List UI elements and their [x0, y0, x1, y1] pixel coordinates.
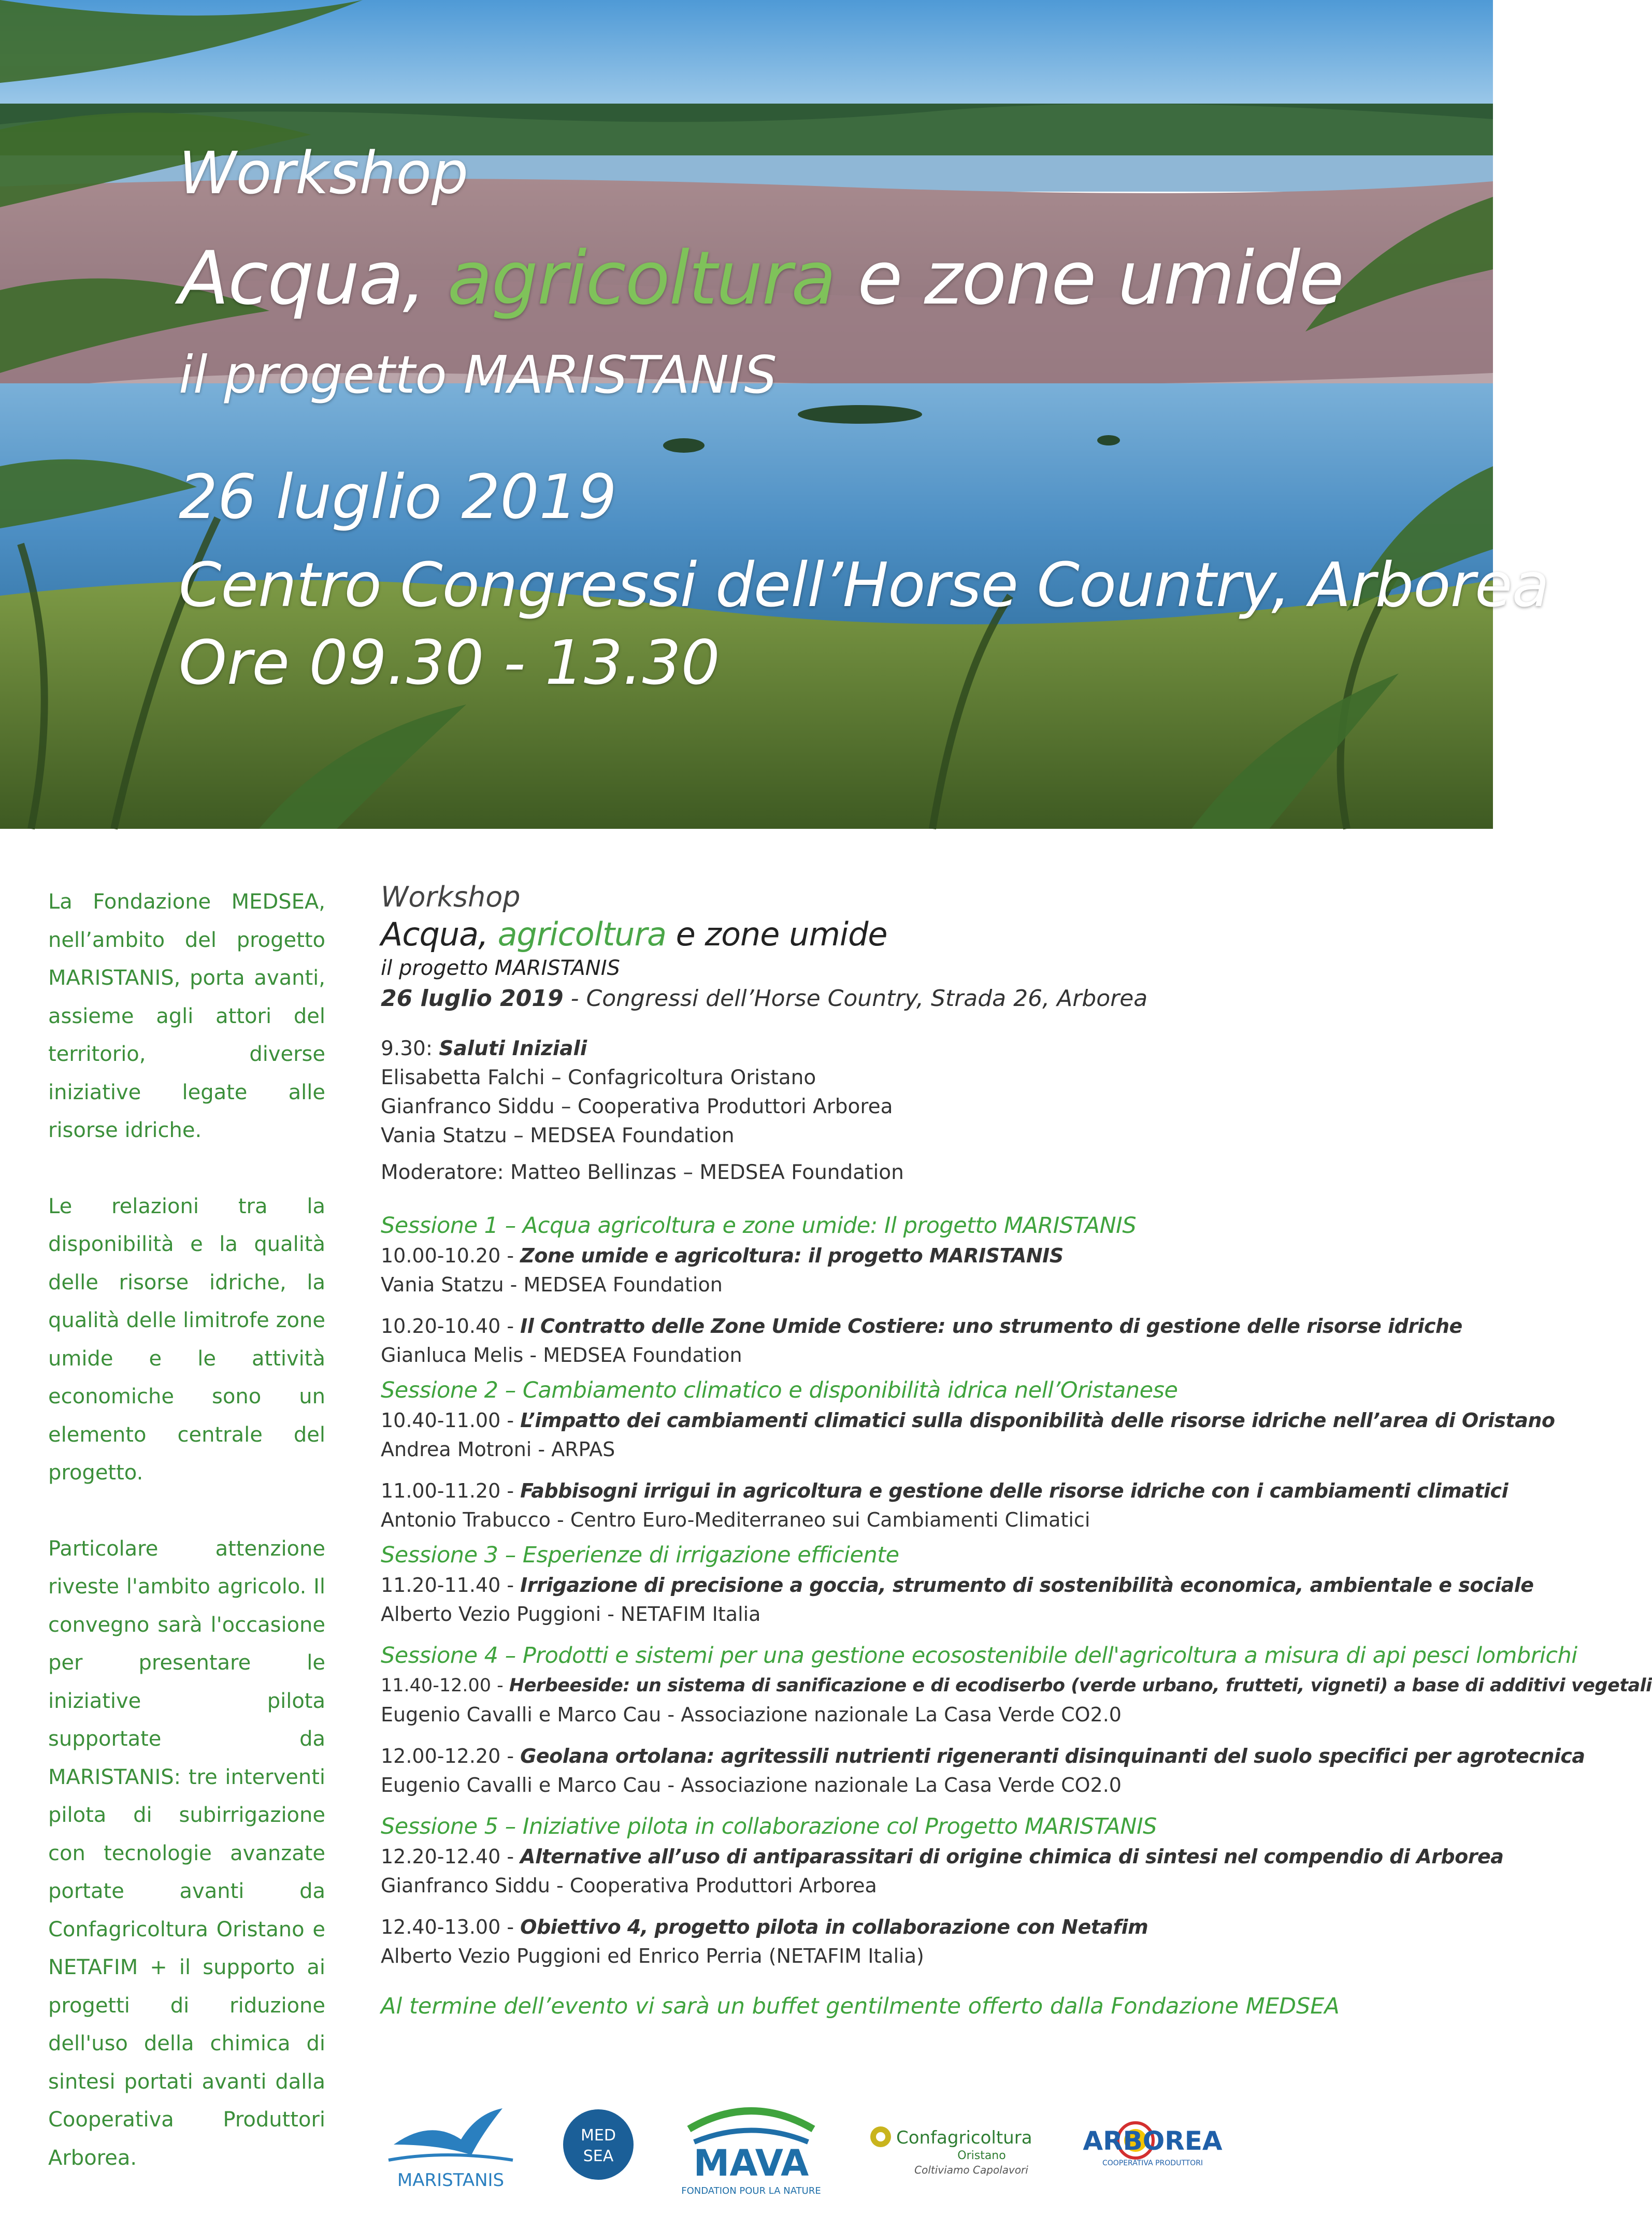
talk-speaker: Gianluca Melis - MEDSEA Foundation	[381, 1344, 742, 1367]
talk-heading	[381, 1742, 1585, 1771]
hero-title-green: agricoltura	[447, 236, 836, 321]
moderator: Moderatore: Matteo Bellinzas – MEDSEA Foundation	[381, 1161, 904, 1184]
talk-speaker: Andrea Motroni - ARPAS	[381, 1438, 615, 1461]
arborea-logo	[1078, 2098, 1228, 2202]
talk-time: 10.20-10.40 -	[381, 1315, 521, 1338]
program-title-part1: Acqua,	[381, 915, 498, 953]
hero-title	[179, 236, 1343, 321]
mava-logo-subtext: FONDATION POUR LA NATURE	[681, 2185, 821, 2196]
mava-logo	[679, 2098, 824, 2202]
talk-title: Alternative all’uso di antiparassitari di origine chimica di sintesi nel compendio di Arborea	[520, 1845, 1504, 1868]
talk-heading	[381, 1842, 1504, 1871]
talk-speaker: Vania Statzu - MEDSEA Foundation	[381, 1273, 723, 1296]
arborea-logo-subtext: COOPERATIVA PRODUTTORI	[1102, 2159, 1203, 2167]
talk-time: 12.00-12.20 -	[381, 1745, 521, 1767]
sponsor-logos	[383, 2098, 1471, 2202]
talk-title: Obiettivo 4, progetto pilota in collaborazione con Netafim	[520, 1916, 1148, 1938]
hero-workshop-label: Workshop	[179, 140, 469, 207]
talk-time: 11.00-11.20 -	[381, 1479, 521, 1502]
talk	[381, 1912, 1474, 1971]
medsea-logo	[562, 2098, 635, 2202]
talk-title: Fabbisogni irrigui in agricoltura e gestione delle risorse idriche con i cambiamenti climatici	[520, 1479, 1509, 1502]
hero-hours: Ore 09.30 - 13.30	[179, 627, 720, 698]
talk-time: 12.40-13.00 -	[381, 1916, 521, 1938]
talk-speaker: Antonio Trabucco - Centro Euro-Mediterraneo sui Cambiamenti Climatici	[381, 1508, 1090, 1531]
maristanis-logo-text: MARISTANIS	[397, 2170, 505, 2191]
talk-title: Zone umide e agricoltura: il progetto MARISTANIS	[520, 1244, 1064, 1267]
medsea-logo-bottom: SEA	[583, 2147, 614, 2165]
session-title: Sessione 4 – Prodotti e sistemi per una gestione ecosostenibile dell'agricoltura a misura di api pesci lombrichi	[381, 1643, 1577, 1669]
talk-heading	[381, 1671, 1652, 1700]
intro-paragraph: Particolare attenzione riveste l'ambito agricolo. Il convegno sarà l'occasione per presentare le iniziative pilota supportate da MARISTANIS: tre interventi pilota di subirrigazione con tecnologie avanzate portate avanti da Confagricoltura Oristano e NETAFIM + il supporto ai progetti di riduzione dell'uso della chimica di sintesi portati avanti dalla Cooperativa Produttori Arborea.	[48, 1536, 325, 2170]
program-title	[381, 915, 1474, 953]
program-workshop-label: Workshop	[381, 881, 521, 913]
mava-logo-text: MAVA	[693, 2142, 809, 2184]
talk	[381, 1571, 1534, 1629]
talk	[381, 1842, 1504, 1900]
intro-column	[48, 883, 325, 2215]
program-venue: - Congressi dell’Horse Country, Strada 26, Arborea	[563, 985, 1148, 1012]
talk	[381, 1476, 1509, 1534]
talk	[381, 1241, 1474, 1299]
talk	[381, 1671, 1652, 1729]
medsea-logo-top: MED	[581, 2126, 616, 2145]
talk	[381, 1312, 1474, 1370]
session-title: Sessione 3 – Esperienze di irrigazione efficiente	[381, 1542, 899, 1568]
talk-speaker: Eugenio Cavalli e Marco Cau - Associazione nazionale La Casa Verde CO2.0	[381, 1703, 1122, 1726]
talk-time: 12.20-12.40 -	[381, 1845, 521, 1868]
talk-heading	[381, 1241, 1474, 1270]
opening-line	[381, 1034, 1474, 1063]
intro-paragraph: La Fondazione MEDSEA, nell’ambito del progetto MARISTANIS, porta avanti, assieme agli attori del territorio, diverse iniziative legate alle risorse idriche.	[48, 890, 325, 1142]
opening-time: 9.30:	[381, 1037, 439, 1060]
session-title: Sessione 5 – Iniziative pilota in collaborazione col Progetto MARISTANIS	[381, 1814, 1157, 1839]
hero-venue: Centro Congressi dell’Horse Country, Arborea	[179, 549, 1549, 621]
closing-note: Al termine dell’evento vi sarà un buffet gentilmente offerto dalla Fondazione MEDSEA	[381, 1993, 1340, 2019]
program-date-venue	[381, 985, 1474, 1012]
talk-speaker: Alberto Vezio Puggioni ed Enrico Perria (NETAFIM Italia)	[381, 1945, 924, 1967]
arborea-logo-text: ARBOREA	[1083, 2126, 1223, 2156]
confagricoltura-tagline: Coltiviamo Capolavori	[914, 2164, 1028, 2176]
confagricoltura-city: Oristano	[957, 2149, 1006, 2162]
talk-time: 11.40-12.00 -	[381, 1675, 509, 1696]
hero-title-part2: e zone umide	[835, 236, 1343, 321]
wetland-photo	[0, 0, 1493, 829]
hero-title-part1: Acqua,	[179, 236, 448, 321]
talk-speaker: Alberto Vezio Puggioni - NETAFIM Italia	[381, 1603, 761, 1626]
confagricoltura-logo	[865, 2098, 1031, 2202]
talk-speaker: Gianfranco Siddu - Cooperativa Produttori Arborea	[381, 1874, 877, 1897]
session-title: Sessione 1 – Acqua agricoltura e zone umide: Il progetto MARISTANIS	[381, 1213, 1137, 1239]
talk-heading	[381, 1571, 1534, 1600]
talk-time: 10.40-11.00 -	[381, 1409, 521, 1432]
talk-title: Irrigazione di precisione a goccia, strumento di sostenibilità economica, ambientale e sociale	[520, 1574, 1534, 1597]
talk-heading	[381, 1476, 1509, 1505]
maristanis-logo	[383, 2098, 518, 2202]
intro-paragraph: Le relazioni tra la disponibilità e la qualità delle risorse idriche, la qualità delle limitrofe zone umide e le attività economiche sono un elemento centrale del progetto.	[48, 1194, 325, 1485]
session-title: Sessione 2 – Cambiamento climatico e disponibilità idrica nell’Oristanese	[381, 1377, 1178, 1403]
program-title-green: agricoltura	[497, 915, 666, 953]
talk-time: 10.00-10.20 -	[381, 1244, 521, 1267]
opening-speaker: Gianfranco Siddu – Cooperativa Produttori Arborea	[381, 1095, 893, 1118]
hero-date: 26 luglio 2019	[179, 461, 617, 533]
talk-title: L’impatto dei cambiamenti climatici sulla disponibilità delle risorse idriche nell’area di Oristano	[520, 1409, 1555, 1432]
program	[381, 881, 1652, 2019]
confagricoltura-name: Confagricoltura	[896, 2127, 1032, 2148]
talk-heading	[381, 1406, 1555, 1435]
talk-heading	[381, 1912, 1474, 1942]
talk-title: Il Contratto delle Zone Umide Costiere: uno strumento di gestione delle risorse idriche	[520, 1315, 1462, 1338]
opening-block	[381, 1034, 1474, 1151]
talk-title: Herbeeside: un sistema di sanificazione e di ecodiserbo (verde urbano, frutteti, vigneti) a base di additivi vegetali	[509, 1675, 1652, 1696]
hero-subtitle: il progetto MARISTANIS	[179, 344, 777, 405]
talk-title: Geolana ortolana: agritessili nutrienti rigeneranti disinquinanti del suolo specifici per agrotecnica	[520, 1745, 1585, 1767]
opening-speaker: Vania Statzu – MEDSEA Foundation	[381, 1124, 735, 1147]
opening-title: Saluti Iniziali	[439, 1037, 587, 1060]
talk	[381, 1742, 1585, 1800]
talk-speaker: Eugenio Cavalli e Marco Cau - Associazione nazionale La Casa Verde CO2.0	[381, 1774, 1122, 1796]
program-date: 26 luglio 2019	[381, 985, 564, 1012]
talk-time: 11.20-11.40 -	[381, 1574, 521, 1597]
opening-speaker: Elisabetta Falchi – Confagricoltura Oristano	[381, 1066, 816, 1089]
program-title-part2: e zone umide	[666, 915, 887, 953]
program-subtitle: il progetto MARISTANIS	[381, 956, 620, 980]
hero-banner	[0, 0, 1549, 829]
talk	[381, 1406, 1555, 1464]
talk-heading	[381, 1312, 1474, 1341]
